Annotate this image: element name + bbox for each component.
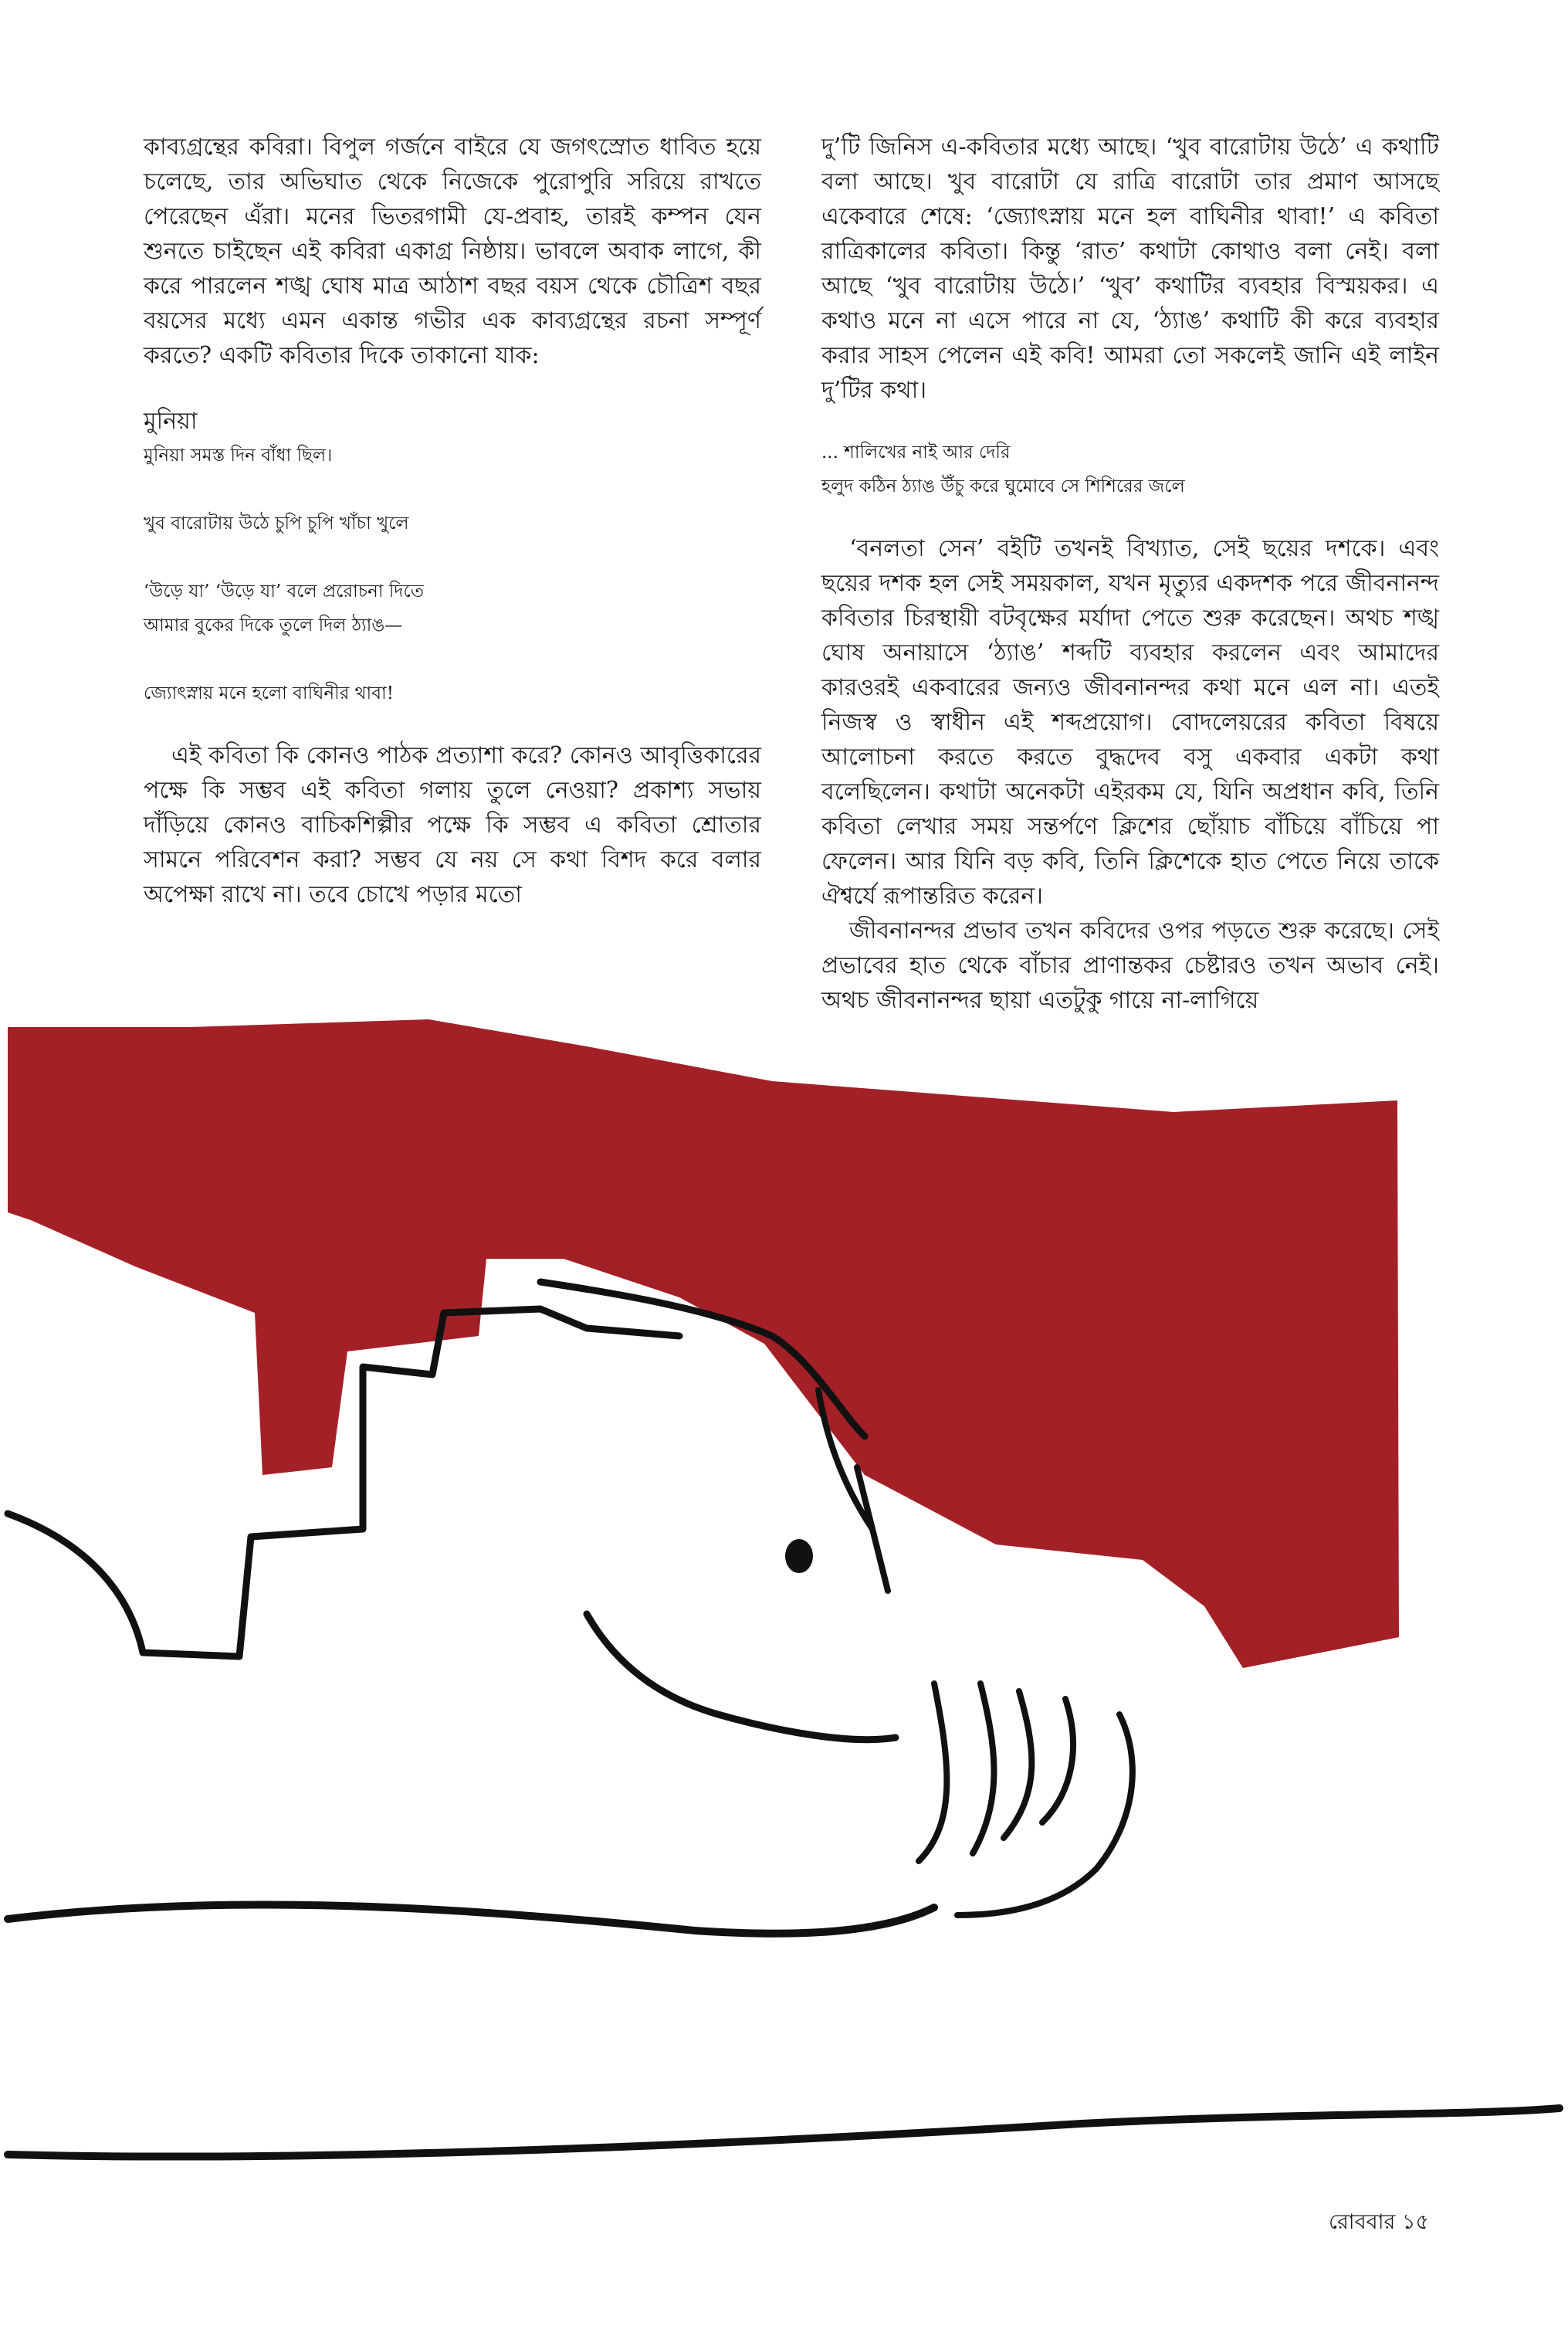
right-column (821, 130, 1439, 1018)
hand-stroke-3 (1004, 1691, 1031, 1838)
chin-stroke (587, 1614, 896, 1740)
illustration (0, 1004, 1568, 2326)
poem-line: আমার বুকের দিকে তুলে দিল ঠ্যাঙ— (144, 615, 403, 636)
right-paragraph-2: ‘বনলতা সেন’ বইটি তখনই বিখ্যাত, সেই ছয়ের দশকে। এবং ছয়ের দশক হল সেই সময়কাল, যখন মৃত্যুর একদশক পরে জীবনানন্দ কবিতার চিরস্থায়ী বটবৃক্ষের মর্যাদা পেতে শুরু করেছেন। অথচ শঙ্খ ঘোষ অনায়াসে ‘ঠ্যাঙ’ শব্দটি ব্যবহার করলেন এবং আমাদের কারওরই একবারের জন্যও জীবনানন্দর কথা মনে এল না। এতই নিজস্ব ও স্বাধীন এই শব্দপ্রয়োগ। বোদলেয়রের কবিতা বিষয়ে আলোচনা করতে করতে বুদ্ধদেব বসু একবার একটা কথা বলেছিলেন। কথাটা অনেকটা এইরকম যে, যিনি অপ্রধান কবি, তিনি কবিতা লেখার সময় সন্তর্পণে ক্লিশের ছোঁয়াচ বাঁচিয়ে বাঁচিয়ে পা ফেলেন। আর যিনি বড় কবি, তিনি ক্লিশেকে হাত পেতে নিয়ে তাকে ঐশ্বর্যে রূপান্তরিত করেন। (821, 535, 1439, 910)
hand-stroke-1 (919, 1683, 947, 1861)
left-after-poem-paragraph: এই কবিতা কি কোনও পাঠক প্রত্যাশা করে? কোনও আবৃত্তিকারের পক্ষে কি সম্ভব এই কবিতা গলায় তুলে নেওয়া? প্রকাশ্য সভায় দাঁড়িয়ে কোনও বাচিকশিল্পীর পক্ষে কি সম্ভব এ কবিতা শ্রোতার সামনে পরিবেশন করা? সম্ভব যে নয় সে কথা বিশদ করে বলার অপেক্ষা রাখে না। তবে চোখে পড়ার মতো (144, 742, 761, 908)
right-intro-paragraph: দু’টি জিনিস এ-কবিতার মধ্যে আছে। ‘খুব বারোটায় উঠে’ এ কথাটি বলা আছে। খুব বারোটা যে রাত্রি বারোটা তার প্রমাণ আসছে একেবারে শেষে: ‘জ্যোৎস্নায় মনে হল বাঘিনীর থাবা!’ এ কবিতা রাত্রিকালের কবিতা। কিন্তু ‘রাত’ কথাটা কোথাও বলা নেই। বলা আছে ‘খুব বারোটায় উঠে।’ ‘খুব’ কথাটির ব্যবহার বিস্ময়কর। এ কথাও মনে না এসে পারে না যে, ‘ঠ্যাঙ’ কথাটি কী করে ব্যবহার করার সাহস পেলেন এই কবি! আমরা তো সকলেই জানি এই লাইন দু’টির কথা। (821, 134, 1439, 404)
poem-line: মুনিয়া সমস্ত দিন বাঁধা ছিল। (144, 446, 333, 466)
hand-stroke-4 (1042, 1699, 1073, 1822)
hand-stroke-2 (973, 1683, 994, 1853)
quote-line: হলুদ কঠিন ঠ্যাঙ উঁচু করে ঘুমোবে সে শিশিরের জলে (821, 476, 1185, 497)
page-footer: রোববার ১৫ (1329, 2210, 1429, 2234)
arm-upper-stroke (8, 1904, 934, 1933)
poem-line: খুব বারোটায় উঠে চুপি চুপি খাঁচা খুলে (144, 514, 409, 534)
red-shape (8, 1019, 1399, 1668)
cheek-stroke (857, 1467, 888, 1591)
arm-lower-stroke (8, 2108, 1560, 2157)
left-intro-paragraph: কাব্যগ্রন্থের কবিরা। বিপুল গর্জনে বাইরে যে জগৎস্রোত ধাবিত হয়ে চলেছে, তার অভিঘাত থেকে নিজেকে পুরোপুরি সরিয়ে রাখতে পেরেছেন এঁরা। মনের ভিতরগামী যে-প্রবাহ, তারই কম্পন যেন শুনতে চাইছেন এই কবিরা একাগ্র নিষ্ঠায়। ভাবলে অবাক লাগে, কী করে পারলেন শঙ্খ ঘোষ মাত্র আঠাশ বছর বয়স থেকে চৌত্রিশ বছর বয়সের মধ্যে এমন একান্ত গভীর এক কাব্যগ্রন্থের রচনা সম্পূর্ণ করতে? একটি কবিতার দিকে তাকানো যাক: (144, 134, 761, 369)
poem-line: ‘উড়ে যা’ ‘উড়ে যা’ বলে প্ররোচনা দিতে (144, 582, 424, 602)
quote-line: ... শালিখের নাই আর দেরি (821, 442, 1011, 463)
poem-line: জ্যোৎস্নায় মনে হলো বাঘিনীর থাবা! (144, 683, 394, 704)
hand-stroke-5 (957, 1714, 1133, 1915)
poem-title: মুনিয়া (144, 408, 198, 435)
right-paragraph-3: জীবনানন্দর প্রভাব তখন কবিদের ওপর পড়তে শুরু করেছে। সেই প্রভাবের হাত থেকে বাঁচার প্রাণান্তকর চেষ্টারও তখন অভাব নেই। অথচ জীবনানন্দর ছায়া এতটুকু গায়ে না-লাগিয়ে (821, 917, 1439, 1014)
left-column (144, 130, 761, 912)
eye-mark (785, 1539, 813, 1573)
